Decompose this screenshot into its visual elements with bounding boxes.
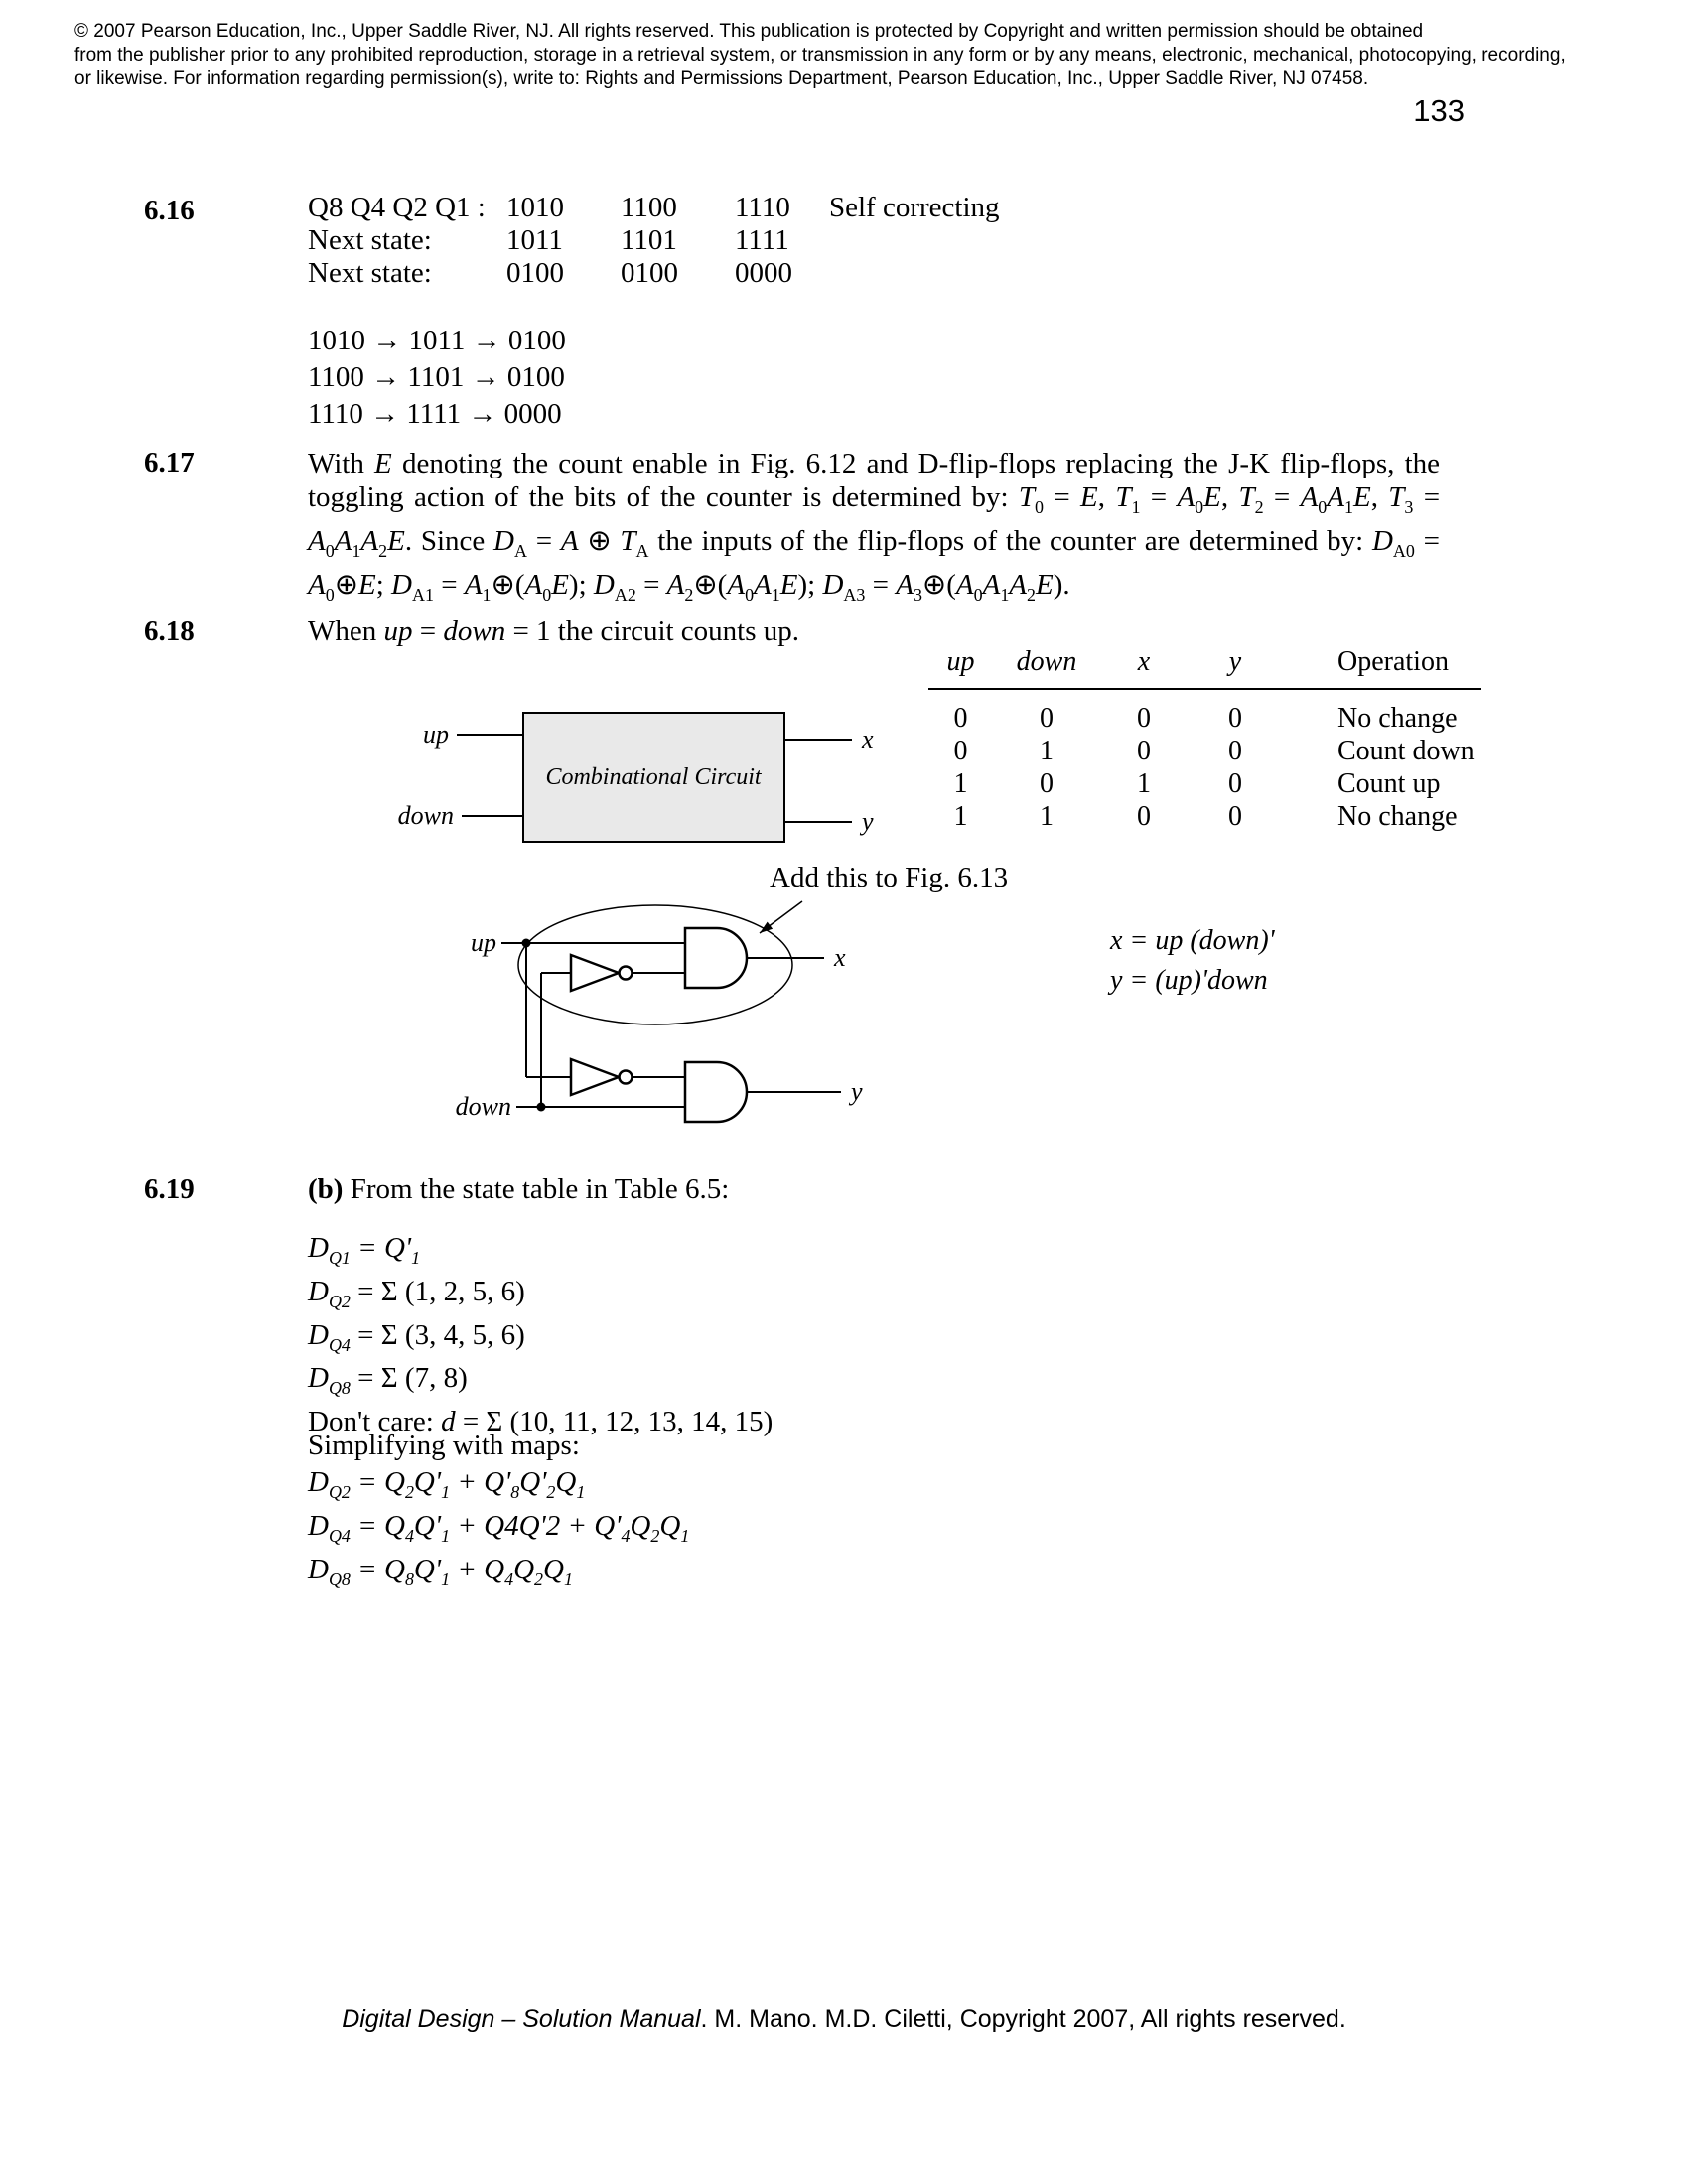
table-cell: down [1016, 646, 1077, 677]
not-gate [571, 1059, 619, 1095]
state-table-cell: 1010 [506, 192, 564, 223]
transition-line: 1010 → 1011 → 0100 [308, 325, 566, 356]
state-table-cell: 0000 [735, 257, 792, 289]
equation-line: $D_{Q8} = Q_8Q'_1 + Q_4Q_2Q_1$ [308, 1553, 573, 1589]
page-number: 133 [1413, 93, 1465, 128]
table-cell: Count up [1337, 768, 1441, 799]
simplify-label: Simplifying with maps: [308, 1430, 580, 1461]
copyright-header [74, 20, 1609, 91]
table-cell: 1 [953, 768, 968, 799]
transition-line: 1110 → 1111 → 0000 [308, 398, 562, 430]
empty-cell [829, 224, 1000, 257]
equation-line: $D_{Q8} = \Sigma$ (7, 8) [308, 1362, 468, 1399]
state-table-note: Self correcting [829, 192, 1000, 223]
empty-cell [829, 257, 1000, 290]
simplified-equations [308, 1465, 689, 1595]
state-table-label: Next state: [308, 257, 432, 289]
state-table-label: Next state: [308, 224, 432, 256]
equation-line: $D_{Q4} = \Sigma$ (3, 4, 5, 6) [308, 1318, 525, 1355]
table-cell: 0 [1228, 768, 1242, 799]
and-gate [685, 928, 747, 988]
state-table-cell: 1111 [735, 224, 789, 256]
equation-line: x = up (down)' [1110, 925, 1275, 956]
state-table-cell: 1011 [506, 224, 563, 256]
equation-line: $D_{Q1} = Q'_1$ [308, 1232, 421, 1268]
part-label: (b) [308, 1173, 344, 1205]
intro-text: From the state table in Table 6.5: [343, 1173, 730, 1205]
table-cell: No change [1337, 801, 1458, 832]
combinational-circuit-label: Combinational Circuit [545, 764, 762, 790]
copyright-line: from the publisher prior to any prohibited reproduction, storage in a retrieval system, or transmission in any form or by any means, electronic, mechanical, photocopying, recording, [74, 45, 1566, 66]
table-cell: 0 [1228, 703, 1242, 734]
label-down: down [455, 1092, 511, 1121]
table-cell: 0 [1228, 801, 1242, 832]
table-cell: up [946, 646, 975, 677]
equation-line: y = (up)'down [1110, 965, 1268, 996]
problem-number-616: 6.16 [144, 195, 195, 226]
figure-annotation: Add this to Fig. 6.13 [770, 862, 1009, 893]
equation-line: $D_{Q4} = Q_4Q'_1 + Q4Q'2 + Q'_4Q_2Q_1$ [308, 1509, 690, 1546]
transitions-list [308, 323, 566, 433]
label-up: up [423, 720, 449, 749]
state-table-cell: 0100 [621, 257, 678, 289]
label-y: y [862, 807, 874, 836]
state-table-cell: 0100 [506, 257, 564, 289]
footer-title: Digital Design – Solution Manual [342, 2005, 701, 2033]
table-cell: 0 [953, 703, 968, 734]
copyright-line: or likewise. For information regarding permission(s), write to: Rights and Permissions Department, Pearson Education, Inc., Upper Saddle River, NJ 07458. [74, 68, 1369, 89]
circuit-figure [357, 695, 1201, 1161]
table-cell: 0 [953, 736, 968, 766]
label-x: x [862, 725, 874, 753]
table-cell: 1 [1137, 768, 1151, 799]
table-cell: 1 [1040, 736, 1054, 766]
solution-619-intro [308, 1173, 729, 1206]
label-up: up [471, 928, 496, 957]
solution-617-paragraph: With E denoting the count enable in Fig. 6.12 and D-flip-flops replacing the J-K flip-flops, the toggling action of the bits of the counter is determined by: $T_0 = E$, $T_1 = A_0E$, $T_2 = A_0A_1E$, $T_3 = A_0A_1A_2E$. Since $D_A = A$ ⊕ $T_A$ the inputs of the flip-flops of the counter are determined by: $D_{A0}$ = $A_0\oplus E$; $D_{A1}$ = $A_1\oplus(A_0E)$; $D_{A2}$ = $A_2\oplus(A_0A_1E)$; $D_{A3}$ = $A_3\oplus(A_0A_1A_2E)$. [308, 448, 1441, 605]
highlight-ellipse [518, 905, 792, 1024]
junction-dot [522, 939, 531, 948]
equation-line: Don't care: d = Σ (10, 11, 12, 13, 14, 15) [308, 1406, 774, 1438]
equation-line: $D_{Q2} = Q_2Q'_1 + Q'_8Q'_2Q_1$ [308, 1466, 586, 1502]
state-table-cell: 1110 [735, 192, 790, 223]
solution-618-intro: When up = down = 1 the circuit counts up. [308, 615, 800, 647]
table-cell: 1 [953, 801, 968, 832]
state-table-label: Q8 Q4 Q2 Q1 : [308, 192, 486, 223]
transition-line: 1100 → 1101 → 0100 [308, 361, 565, 393]
table-cell: Operation [1337, 646, 1449, 677]
table-cell: 1 [1040, 801, 1054, 832]
table-cell: y [1228, 646, 1242, 677]
equation-line: $D_{Q2} = \Sigma$ (1, 2, 5, 6) [308, 1275, 525, 1311]
table-cell: No change [1337, 703, 1458, 734]
state-table-cell: 1101 [621, 224, 677, 256]
state-table-cell: 1100 [621, 192, 677, 223]
table-header-row [928, 645, 1481, 690]
junction-dot [537, 1103, 546, 1112]
table-cell: x [1137, 646, 1151, 677]
table-cell: 0 [1040, 768, 1054, 799]
and-gate [685, 1062, 747, 1122]
table-cell: 0 [1040, 703, 1054, 734]
label-x: x [834, 943, 846, 972]
problem-number-619: 6.19 [144, 1173, 195, 1205]
footer [0, 2005, 1688, 2034]
table-cell: 0 [1137, 801, 1151, 832]
not-gate [571, 955, 619, 991]
equations-619 [308, 1231, 773, 1438]
table-cell: 0 [1137, 736, 1151, 766]
table-cell: 0 [1228, 736, 1242, 766]
not-gate-bubble [620, 967, 633, 980]
table-cell: 0 [1137, 703, 1151, 734]
problem-number-618: 6.18 [144, 615, 195, 647]
problem-number-617: 6.17 [144, 447, 195, 478]
state-table-616 [308, 192, 1000, 290]
table-cell: Count down [1337, 736, 1475, 766]
label-y: y [851, 1077, 863, 1106]
footer-rest: . M. Mano. M.D. Ciletti, Copyright 2007, All rights reserved. [700, 2005, 1346, 2033]
copyright-line: © 2007 Pearson Education, Inc., Upper Saddle River, NJ. All rights reserved. This publication is protected by Copyright and written permission should be obtained [74, 21, 1424, 42]
not-gate-bubble [620, 1071, 633, 1084]
label-down: down [397, 801, 454, 830]
